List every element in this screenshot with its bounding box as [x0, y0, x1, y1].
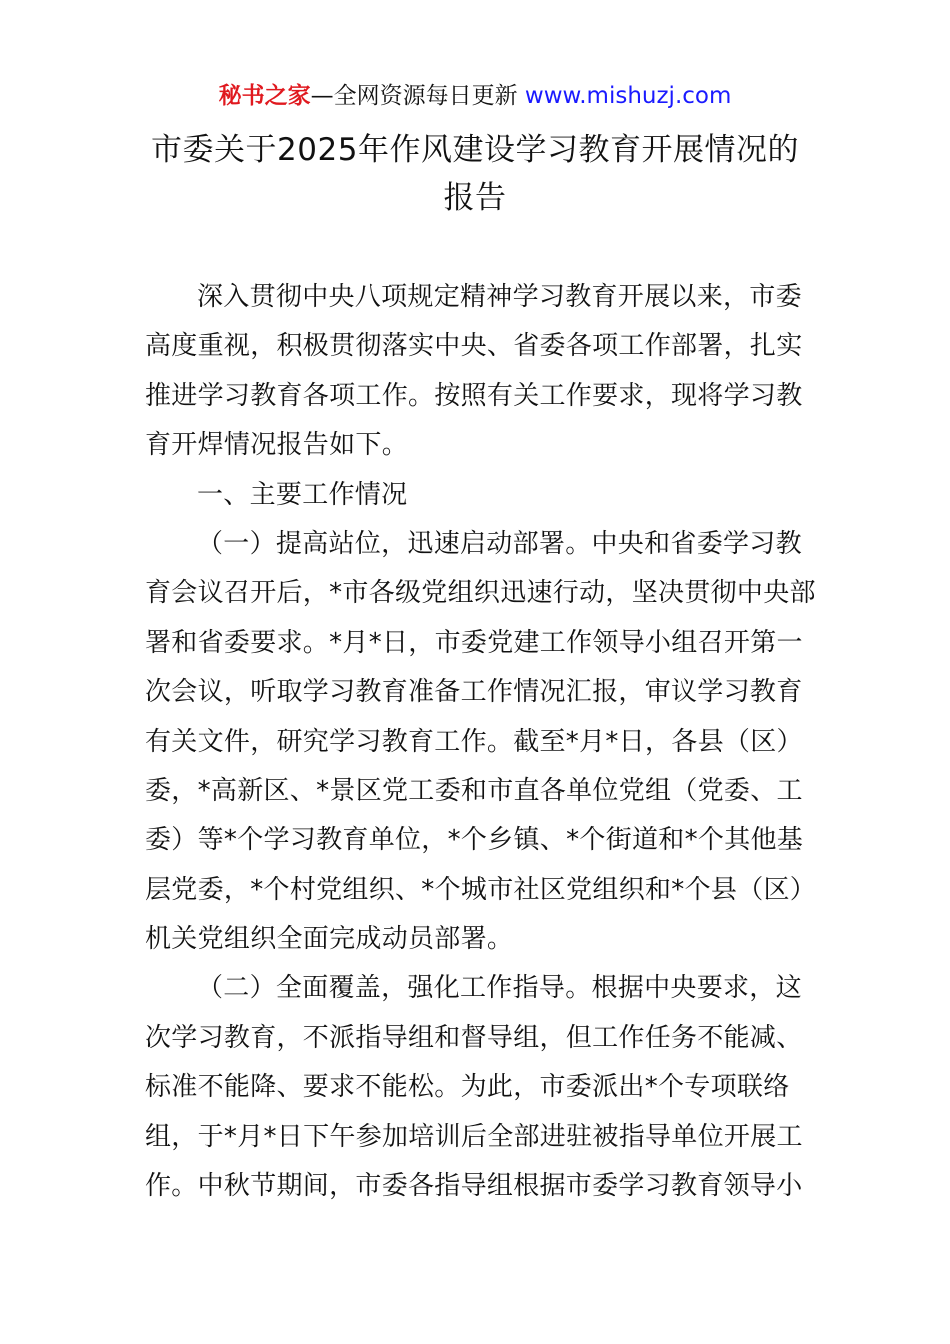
title-line-1: 市委关于2025年作风建设学习教育开展情况的	[151, 132, 799, 168]
paragraph-line: 作。中秋节期间，市委各指导组根据市委学习教育领导小	[145, 1171, 803, 1202]
paragraph-line: 次会议，听取学习教育准备工作情况汇报，审议学习教育	[145, 677, 803, 708]
paragraph-line: 标准不能降、要求不能松。为此，市委派出*个专项联络	[145, 1072, 790, 1103]
document-title	[0, 126, 950, 222]
paragraph-line: （一）提高站位，迅速启动部署。中央和省委学习教	[197, 528, 802, 559]
paragraph-line: 组，于*月*日下午参加培训后全部进驻被指导单位开展工	[145, 1121, 803, 1152]
section-heading: 一、主要工作情况	[197, 479, 408, 510]
paragraph-line: 深入贯彻中央八项规定精神学习教育开展以来，市委	[197, 282, 802, 312]
paragraph-line: 署和省委要求。*月*日，市委党建工作领导小组召开第一	[145, 627, 803, 658]
header-tagline: —全网资源每日更新	[310, 83, 525, 109]
paragraph-line: 委）等*个学习教育单位，*个乡镇、*个街道和*个其他基	[145, 825, 804, 856]
title-line-2: 报告	[443, 180, 507, 216]
brand-name: 秘书之家	[218, 83, 311, 109]
paragraph-line: 委，*高新区、*景区党工委和市直各单位党组（党委、工	[145, 775, 803, 806]
paragraph-line: （二）全面覆盖，强化工作指导。根据中央要求，这	[197, 973, 802, 1004]
paragraph-line: 高度重视，积极贯彻落实中央、省委各项工作部署，扎实	[145, 331, 803, 362]
document-body	[145, 273, 817, 1211]
paragraph-line: 推进学习教育各项工作。按照有关工作要求，现将学习教	[145, 380, 803, 411]
paragraph-line: 育开焊情况报告如下。	[145, 430, 409, 461]
paragraph-line: 有关文件，研究学习教育工作。截至*月*日，各县（区）	[145, 726, 803, 757]
paragraph-line: 次学习教育，不派指导组和督导组，但工作任务不能减、	[145, 1022, 803, 1053]
site-header	[0, 80, 950, 112]
paragraph-line: 育会议召开后，*市各级党组织迅速行动，坚决贯彻中央部	[145, 578, 816, 609]
paragraph-line: 层党委，*个村党组织、*个城市社区党组织和*个县（区）	[145, 874, 817, 905]
paragraph-line: 机关党组织全面完成动员部署。	[145, 924, 514, 955]
site-url-link[interactable]: www.mishuzj.com	[524, 83, 732, 109]
